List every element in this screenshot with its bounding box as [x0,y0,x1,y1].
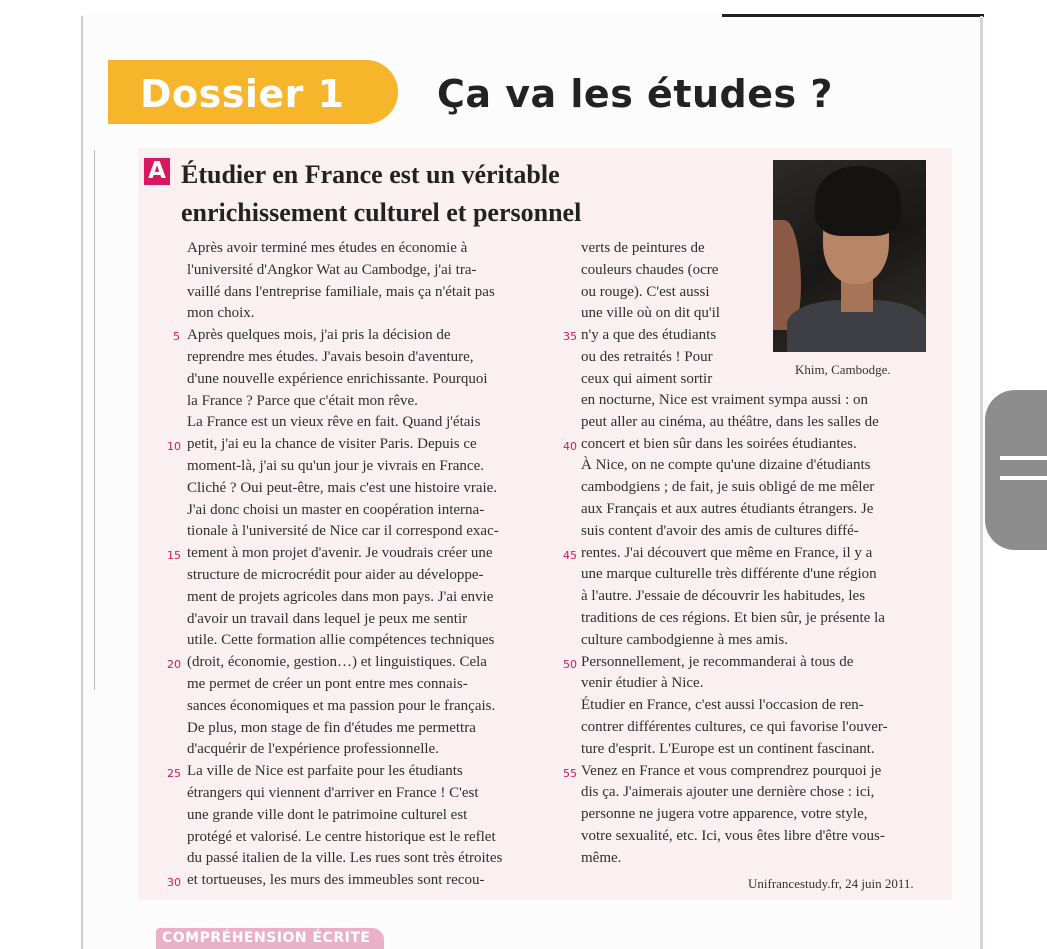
text-line: contrer différentes cultures, ce qui favorise l'ouver- [581,718,888,735]
text-line: couleurs chaudes (ocre [581,261,719,278]
text-line: en nocturne, Nice est vraiment sympa aussi : on [581,392,869,408]
line-number: 5 [173,330,180,343]
text-line: aux Français et aux autres étudiants étrangers. Je [581,500,874,517]
text-line: Après quelques mois, j'ai pris la décision de [187,327,451,344]
text-line: d'une nouvelle expérience enrichissante. Pourquoi [187,370,488,387]
article-left-column [187,238,545,892]
text-line: votre sexualité, etc. Ici, vous êtes libre d'être vous- [581,827,885,844]
line-number: 40 [563,440,577,453]
text-line: d'avoir un travail dans lequel je peux me sentir [187,610,468,627]
text-line: tement à mon projet d'avenir. Je voudrais créer une [187,545,493,562]
text-line: Étudier en France, c'est aussi l'occasion de ren- [581,697,864,714]
text-line: Après avoir terminé mes études en économie à [187,240,468,256]
text-line: traditions de ces régions. Et bien sûr, je présente la [581,609,885,626]
line-number: 15 [167,549,181,562]
text-line: Personnellement, je recommanderai à tous de [581,653,854,670]
page-right-edge [980,16,983,949]
text-line: utile. Cette formation allie compétences techniques [187,632,495,649]
text-line: d'acquérir de l'expérience professionnelle. [187,741,439,758]
text-line: concert et bien sûr dans les soirées étudiantes. [581,435,857,452]
section-tab-label: COMPRÉHENSION ÉCRITE [162,930,371,946]
line-number: 50 [563,658,577,671]
text-line: culture cambodgienne à mes amis. [581,631,789,648]
text-line: structure de microcrédit pour aider au développe- [187,566,484,583]
text-line: tionale à l'université de Nice car il correspond exac- [187,523,499,540]
page-scroll-handle[interactable] [985,390,1047,550]
text-line: la France ? Parce que c'était mon rêve. [187,392,418,409]
text-line: peut aller au cinéma, au théâtre, dans les salles de [581,413,879,430]
text-line: ou rouge). C'est aussi [581,283,710,300]
handle-grip-line-icon [1000,476,1047,480]
text-line: ceux qui aiment sortir [581,370,713,387]
text-line: mon choix. [187,305,255,322]
text-line: venir étudier à Nice. [581,675,704,692]
text-line: dis ça. J'aimerais ajouter une dernière chose : ici, [581,784,875,801]
text-line: personne ne jugera votre apparence, votre style, [581,806,868,823]
line-number: 45 [563,549,577,562]
text-line: étrangers qui viennent d'arriver en France ! C'est [187,784,479,801]
article-heading-line2: enrichissement culturel et personnel [181,198,582,227]
text-line: suis content d'avoir des amis de cultures diffé- [581,522,859,539]
text-line: ou des retraités ! Pour [581,348,713,365]
text-line: verts de peintures de [581,240,705,256]
article-heading [181,156,741,232]
text-line: ture d'esprit. L'Europe est un continent fascinant. [581,740,875,757]
text-line: reprendre mes études. J'avais besoin d'aventure, [187,348,474,365]
top-border-line [722,14,984,17]
handle-grip-line-icon [1000,456,1047,460]
text-line: La France est un vieux rêve en fait. Quand j'étais [187,414,481,431]
line-number: 10 [167,440,181,453]
photo-caption: Khim, Cambodge. [795,362,891,377]
text-line: De plus, mon stage de fin d'études me permettra [187,719,476,736]
dossier-label: Dossier 1 [140,72,345,116]
text-line: sances économiques et ma passion pour le français. [187,697,496,714]
article-heading-line1: Étudier en France est un véritable [181,160,560,189]
line-number: 30 [167,876,181,889]
text-line: Cliché ? Oui peut-être, mais c'est une histoire vraie. [187,479,498,496]
line-number: 35 [563,330,577,343]
text-line: rentes. J'ai découvert que même en France, il y a [581,544,873,561]
text-line: vaillé dans l'entreprise familiale, mais ça n'était pas [187,283,495,300]
line-number: 25 [167,767,181,780]
text-line: une marque culturelle très différente d'une région [581,566,877,583]
text-line: (droit, économie, gestion…) et linguistiques. Cela [187,654,487,671]
text-line: même. [581,849,622,866]
article-right-column-bottom [581,390,941,870]
line-number: 55 [563,767,577,780]
text-line: n'y a que des étudiants [581,327,717,344]
text-line: À Nice, on ne compte qu'une dizaine d'étudiants [581,457,871,474]
page-left-edge [81,16,83,949]
page-title: Ça va les études ? [437,72,833,116]
text-line: J'ai donc choisi un master en coopération interna- [187,501,485,518]
text-line: du passé italien de la ville. Les rues sont très étroites [187,850,503,867]
article-source: Unifrancestudy.fr, 24 juin 2011. [748,876,914,891]
text-line: me permet de créer un pont entre mes connais- [187,675,468,692]
line-number: 20 [167,658,181,671]
text-line: l'université d'Angkor Wat au Cambodge, j'ai tra- [187,261,477,278]
hair-shape [815,166,901,236]
text-line: protégé et valorisé. Le centre historique est le reflet [187,828,496,845]
text-line: ment de projets agricoles dans mon pays. J'ai envie [187,588,494,605]
text-line: La ville de Nice est parfaite pour les étudiants [187,763,463,780]
text-line: une ville où on dit qu'il [581,305,720,322]
text-line: petit, j'ai eu la chance de visiter Paris. Depuis ce [187,436,477,453]
article-right-column-top [581,238,751,391]
text-line: moment-là, j'ai su qu'un jour je vivrais en France. [187,457,484,474]
text-line: cambodgiens ; de fait, je suis obligé de me mêler [581,479,875,496]
text-line: une grande ville dont le patrimoine culturel est [187,806,468,823]
portrait-photo [773,160,926,352]
section-letter-badge: A [144,158,170,185]
text-line: et tortueuses, les murs des immeubles sont recou- [187,872,485,889]
page-margin-line [94,150,95,690]
text-line: Venez en France et vous comprendrez pourquoi je [581,762,882,779]
text-line: à l'autre. J'essaie de découvrir les habitudes, les [581,588,866,605]
